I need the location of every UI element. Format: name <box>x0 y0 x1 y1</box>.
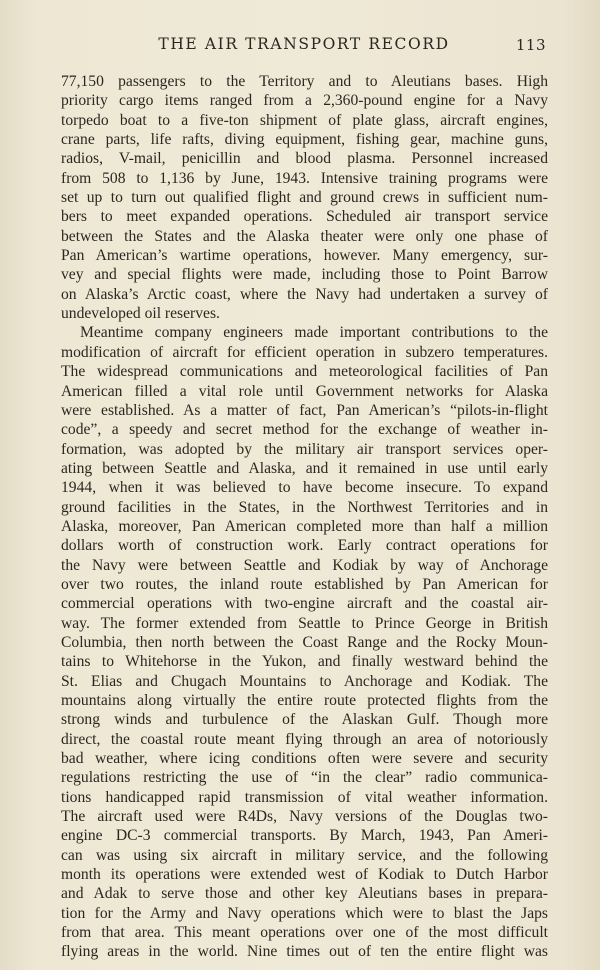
text-line: flying areas in the world. Nine times out of ten the entire flight was <box>61 943 548 961</box>
text-line: ating between Seattle and Alaska, and it remained in use until early <box>61 459 548 477</box>
text-line: 77,150 passengers to the Territory and to Aleutians bases. High <box>61 73 548 90</box>
text-line: vey and special flights were made, including those to Point Barrow <box>61 266 548 284</box>
text-line: set up to turn out qualified flight and ground crews in sufficient num- <box>61 189 548 207</box>
text-line: direct, the coastal route meant flying through an area of notoriously <box>61 730 548 748</box>
text-line: torpedo boat to a five-ton shipment of plate glass, aircraft engines, <box>61 111 548 129</box>
text-line: priority cargo items ranged from a 2,360-pound engine for a Navy <box>61 92 548 110</box>
text-line: The widespread communications and meteorological facilities of Pan <box>61 363 548 381</box>
text-line: dollars worth of construction work. Early contract operations for <box>61 537 548 555</box>
text-line: can was using six aircraft in military service, and the following <box>61 846 548 864</box>
text-line: St. Elias and Chugach Mountains to Anchorage and Kodiak. The <box>61 672 548 690</box>
paragraph-1 <box>61 72 548 323</box>
text-line: from 508 to 1,136 by June, 1943. Intensive training programs were <box>61 169 548 187</box>
text-line: undeveloped oil reserves. <box>61 305 220 323</box>
text-line: and Adak to serve those and other key Aleutians bases in prepara- <box>61 885 548 903</box>
text-line: Meantime company engineers made important contributions to the <box>80 324 548 342</box>
page-number: 113 <box>515 36 546 54</box>
text-line: on Alaska’s Arctic coast, where the Navy had undertaken a survey of <box>61 285 548 303</box>
text-line: modification of aircraft for efficient operation in subzero temperatures. <box>61 343 548 361</box>
text-line: 1944, when it was believed to have become insecure. To expand <box>61 479 548 497</box>
text-line: crane parts, life rafts, diving equipment, fishing gear, machine guns, <box>61 131 548 149</box>
page-header <box>60 33 548 57</box>
text-line: way. The former extended from Seattle to Prince George in British <box>61 614 548 632</box>
text-line: from that area. This meant operations over one of the most difficult <box>61 924 548 942</box>
text-line: were established. As a matter of fact, Pan American’s “pilots-in-flight <box>61 401 548 419</box>
text-line: code”, a speedy and secret method for the exchange of weather in- <box>61 421 548 439</box>
body-text <box>61 72 548 962</box>
text-line: engine DC-3 commercial transports. By March, 1943, Pan Ameri- <box>61 827 548 845</box>
text-line: tion for the Army and Navy operations which were to blast the Japs <box>61 904 548 922</box>
text-line: American filled a vital role until Government networks for Alaska <box>61 382 548 400</box>
text-line: bers to meet expanded operations. Scheduled air transport service <box>61 208 548 226</box>
text-line: regulations restricting the use of “in the clear” radio communica- <box>61 769 548 787</box>
text-line: ground facilities in the States, in the Northwest Territories and in <box>61 498 548 516</box>
paragraph-2 <box>61 323 548 961</box>
text-line: strong winds and turbulence of the Alaskan Gulf. Though more <box>61 711 548 729</box>
text-line: the Navy were between Seattle and Kodiak by way of Anchorage <box>61 556 548 574</box>
text-line: month its operations were extended west of Kodiak to Dutch Harbor <box>61 866 548 884</box>
text-line: over two routes, the inland route established by Pan American for <box>61 575 548 593</box>
text-line: The aircraft used were R4Ds, Navy versions of the Douglas two- <box>61 808 548 826</box>
text-line: bad weather, where icing conditions often were severe and security <box>61 750 548 768</box>
text-line: Alaska, moreover, Pan American completed more than half a million <box>61 517 548 535</box>
text-line: tains to Whitehorse in the Yukon, and finally westward behind the <box>61 653 548 671</box>
text-line: tions handicapped rapid transmission of vital weather information. <box>61 788 548 806</box>
text-line: mountains along virtually the entire route protected flights from the <box>61 692 548 709</box>
running-head: THE AIR TRANSPORT RECORD <box>158 35 450 53</box>
text-line: Columbia, then north between the Coast Range and the Rocky Moun- <box>61 633 548 651</box>
text-line: between the States and the Alaska theater were only one phase of <box>61 227 548 245</box>
text-line: commercial operations with two-engine aircraft and the coastal air- <box>61 595 548 613</box>
text-line: radios, V-mail, penicillin and blood plasma. Personnel increased <box>61 150 548 168</box>
text-line: formation, was adopted by the military air transport services oper- <box>61 440 548 458</box>
text-line: Pan American’s wartime operations, however. Many emergency, sur- <box>61 247 548 265</box>
